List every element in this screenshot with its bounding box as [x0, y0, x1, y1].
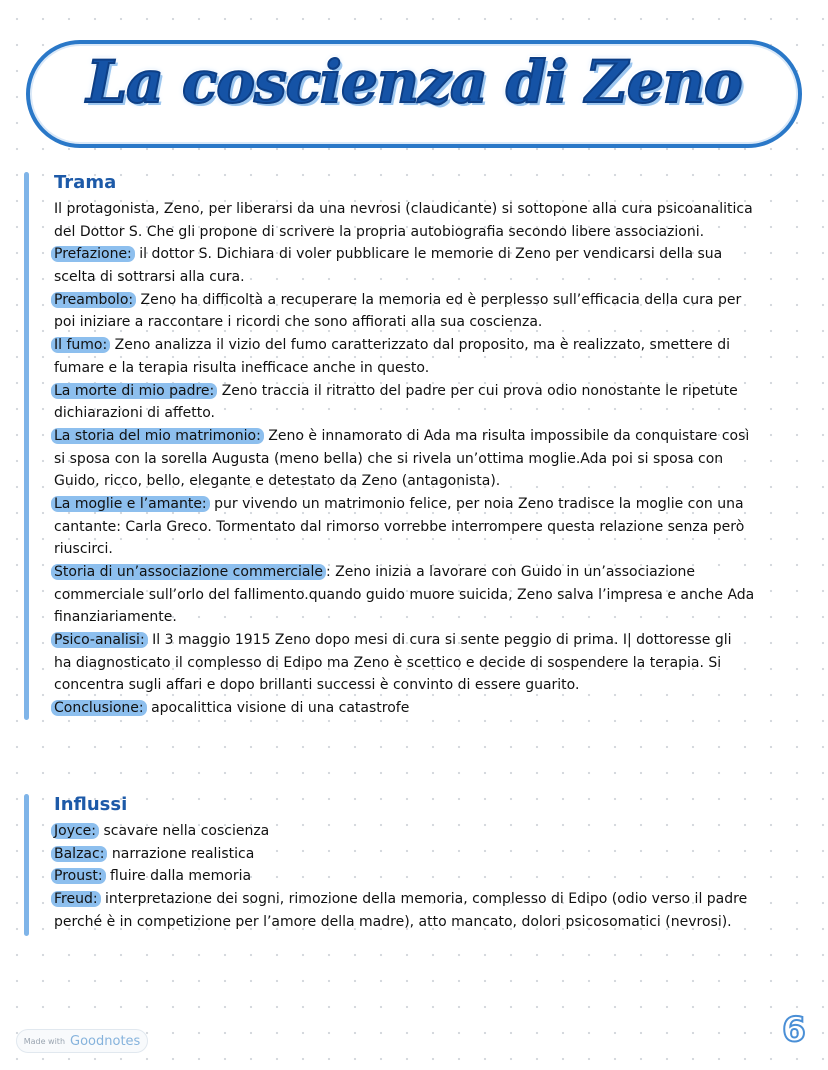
- text-line: [54, 357, 804, 380]
- text-line: [54, 606, 804, 629]
- text-line: [54, 629, 804, 652]
- section-heading: Trama: [54, 172, 117, 193]
- text-line: [54, 865, 804, 888]
- text-line: [54, 911, 804, 934]
- line-text: Zeno analizza il vizio del fumo caratterizzato dal proposito, ma è realizzato, smettere di: [110, 337, 730, 354]
- highlighted-label: Prefazione:: [51, 246, 135, 262]
- line-text: Il protagonista, Zeno, per liberarsi da una nevrosi (claudicante) si sottopone alla cura psicoanalitica: [54, 201, 753, 217]
- text-line: [54, 820, 804, 843]
- line-text: scelta di sottrarsi alla cura.: [54, 269, 245, 286]
- text-line: [54, 516, 804, 539]
- text-line: [54, 697, 804, 720]
- highlighted-label: Joyce:: [51, 823, 99, 839]
- line-text: : Zeno inizia a lavorare con Guido in un’associazione: [325, 564, 696, 580]
- text-line: [54, 221, 804, 244]
- section-lines: [24, 820, 804, 933]
- line-text: pur vivendo un matrimonio felice, per noia Zeno tradisce la moglie con una: [209, 495, 744, 512]
- section-lines: [24, 198, 804, 720]
- highlighted-label: Storia di un’associazione commerciale: [51, 564, 326, 580]
- section-heading: Influssi: [54, 794, 128, 815]
- text-line: [54, 493, 804, 516]
- line-text: fluire dalla memoria: [105, 868, 252, 885]
- text-line: [54, 402, 804, 425]
- text-line: [54, 425, 804, 448]
- line-text: Il 3 maggio 1915 Zeno dopo mesi di cura si sente peggio di prima. I| dottoresse gli: [147, 632, 732, 649]
- highlighted-label: Proust:: [51, 868, 106, 884]
- line-text: ha diagnosticato il complesso di Edipo ma Zeno è scettico e decide di sospendere la terapia. Si: [54, 654, 722, 671]
- highlighted-label: La morte di mio padre:: [51, 383, 217, 399]
- line-text: riuscirci.: [54, 541, 113, 558]
- goodnotes-logo-text: Goodnotes: [70, 1033, 141, 1049]
- line-text: scavare nella coscienza: [99, 823, 270, 839]
- text-line: [54, 843, 804, 866]
- line-text: concentra sugli affari e dopo brillanti successi è convinto di essere guarito.: [54, 677, 580, 694]
- section-trama: [24, 172, 804, 720]
- page-title: La coscienza di Zeno: [86, 48, 742, 116]
- line-text: si sposa con la sorella Augusta (meno bella) che si rivela un’ottima moglie.Ada poi si sposa con: [54, 450, 724, 467]
- line-text: Zeno è innamorato di Ada ma risulta impossibile da conquistare così: [263, 427, 750, 444]
- line-text: Zeno ha difficoltà a recuperare la memoria ed è perplesso sull’efficacia della cura per: [136, 291, 742, 308]
- section-influssi: [24, 794, 804, 936]
- title-banner: [26, 30, 802, 148]
- line-text: interpretazione dei sogni, rimozione della memoria, complesso di Edipo (odio verso il padre: [100, 891, 748, 908]
- highlighted-label: Conclusione:: [51, 700, 147, 716]
- text-line: [54, 334, 804, 357]
- page-number: 6: [782, 1010, 806, 1050]
- text-line: [54, 311, 804, 334]
- line-text: Zeno traccia il ritratto del padre per cui prova odio nonostante le ripetute: [217, 382, 738, 399]
- text-line: [54, 538, 804, 561]
- line-text: dichiarazioni di affetto.: [54, 405, 215, 422]
- highlighted-label: La moglie e l’amante:: [51, 496, 210, 512]
- line-text: apocalittica visione di una catastrofe: [146, 700, 410, 717]
- text-line: [54, 888, 804, 911]
- line-text: narrazione realistica: [107, 845, 255, 862]
- text-line: [54, 470, 804, 493]
- section-bar: [24, 172, 29, 720]
- highlighted-label: Psico-analisi:: [51, 632, 148, 648]
- text-line: [54, 243, 804, 266]
- goodnotes-badge[interactable]: [16, 1029, 148, 1053]
- highlighted-label: Freud:: [51, 891, 101, 907]
- text-line: [54, 674, 804, 697]
- highlighted-label: Il fumo:: [51, 337, 110, 353]
- text-line: [54, 652, 804, 675]
- text-line: [54, 448, 804, 471]
- text-line: [54, 198, 804, 221]
- line-text: il dottor S. Dichiara di voler pubblicare le memorie di Zeno per vendicarsi della sua: [134, 246, 723, 263]
- line-text: fumare e la terapia risulta inefficace anche in questo.: [54, 359, 430, 376]
- highlighted-label: Balzac:: [51, 846, 107, 862]
- section-bar: [24, 794, 29, 936]
- made-with-text: Made with: [23, 1036, 66, 1046]
- line-text: Guido, ricco, bello, elegante e detestato da Zeno (antagonista).: [54, 473, 501, 490]
- text-line: [54, 266, 804, 289]
- text-line: [54, 584, 804, 607]
- line-text: perché è in competizione per l’amore della madre), atto mancato, dolori psicosomatici (nevrosi).: [54, 913, 732, 930]
- text-line: [54, 380, 804, 403]
- text-line: [54, 289, 804, 312]
- highlighted-label: Preambolo:: [51, 292, 136, 308]
- line-text: commerciale sull’orlo del fallimento.quando guido muore suicida, Zeno salva l’impresa e anche Ada: [54, 586, 755, 603]
- text-line: [54, 561, 804, 584]
- line-text: finanziariamente.: [54, 609, 177, 626]
- line-text: del Dottor S. Che gli propone di scrivere la propria autobiografia secondo libere associazioni.: [54, 223, 705, 240]
- line-text: poi iniziare a raccontare i ricordi che sono affiorati alla sua coscienza.: [54, 314, 543, 331]
- highlighted-label: La storia del mio matrimonio:: [51, 428, 264, 444]
- line-text: cantante: Carla Greco. Tormentato dal rimorso vorrebbe interrompere questa relazione senza però: [54, 518, 745, 535]
